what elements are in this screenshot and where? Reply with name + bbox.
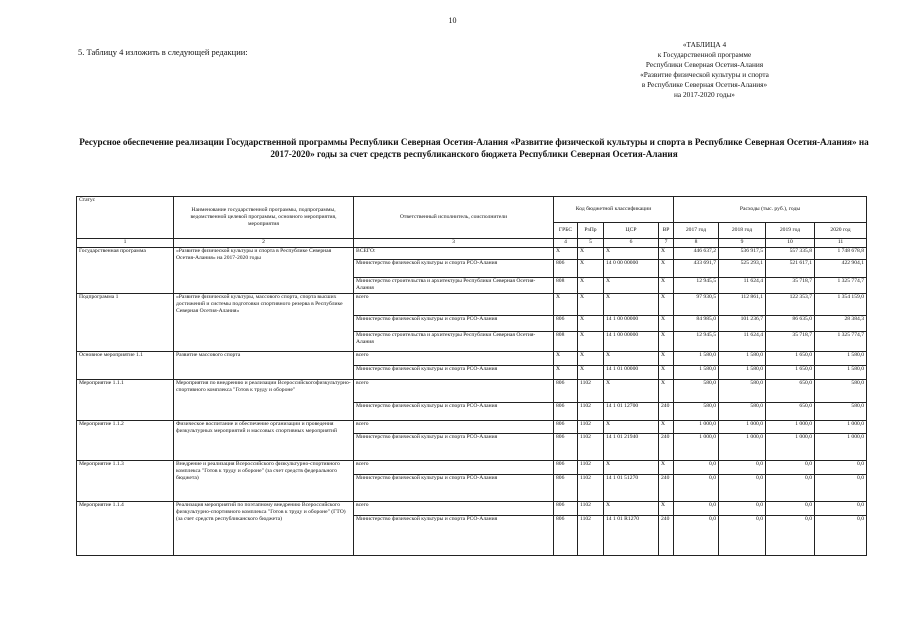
row-2018-amount: 580,0 bbox=[719, 380, 766, 403]
row-2019-amount: 0,0 bbox=[766, 461, 815, 475]
row-grbs: 806 bbox=[554, 434, 578, 461]
row-rzpr: X bbox=[578, 294, 604, 316]
row-name: «Развитие физической культуры и спорта в Республике Северная Осетия-Алания» на 2017-2020 годы bbox=[174, 248, 354, 294]
row-rzpr: 1102 bbox=[578, 434, 604, 461]
row-grbs: X bbox=[554, 294, 578, 316]
row-2017-amount: 1 000,0 bbox=[674, 434, 719, 461]
row-executor: Министерство физической культуры и спорта РСО-Алания bbox=[354, 366, 554, 380]
row-grbs: 806 bbox=[554, 502, 578, 516]
column-number: 11 bbox=[815, 239, 867, 248]
row-2017-amount: 1 580,0 bbox=[674, 366, 719, 380]
row-executor: всего bbox=[354, 421, 554, 434]
row-executor: Министерство строительства и архитектуры Республики Северная Осетия-Алания bbox=[354, 278, 554, 294]
row-rzpr: 1102 bbox=[578, 461, 604, 475]
row-vr: X bbox=[659, 502, 674, 516]
header-executor: Ответственный исполнитель, соисполнители bbox=[354, 197, 554, 239]
caption-line: «Развитие физической культуры и спорта bbox=[640, 69, 769, 79]
row-csr: 14 1 00 00000 bbox=[604, 332, 659, 352]
column-number: 7 bbox=[659, 239, 674, 248]
row-executor: Министерство физической культуры и спорта РСО-Алания bbox=[354, 316, 554, 332]
row-2018-amount: 0,0 bbox=[719, 475, 766, 502]
row-executor: Министерство физической культуры и спорта РСО-Алания bbox=[354, 260, 554, 278]
column-number-row bbox=[77, 239, 867, 248]
row-grbs: X bbox=[554, 248, 578, 260]
row-status: Мероприятие 1.1.2 bbox=[77, 421, 174, 461]
row-2018-amount: 101 236,7 bbox=[719, 316, 766, 332]
row-2020-amount: 1 000,0 bbox=[815, 421, 867, 434]
table-row bbox=[77, 248, 867, 260]
row-csr: X bbox=[604, 352, 659, 366]
row-name: Развитие массового спорта bbox=[174, 352, 354, 380]
row-2018-amount: 1 580,0 bbox=[719, 366, 766, 380]
row-csr: X bbox=[604, 421, 659, 434]
row-2020-amount: 0,0 bbox=[815, 502, 867, 516]
row-csr: X bbox=[604, 248, 659, 260]
row-grbs: 806 bbox=[554, 516, 578, 556]
row-2017-amount: 1 000,0 bbox=[674, 421, 719, 434]
row-csr: 14 1 01 21940 bbox=[604, 434, 659, 461]
row-2020-amount: 1 580,0 bbox=[815, 366, 867, 380]
row-csr: X bbox=[604, 278, 659, 294]
row-rzpr: 1102 bbox=[578, 421, 604, 434]
row-executor: всего bbox=[354, 502, 554, 516]
row-vr: X bbox=[659, 316, 674, 332]
column-number: 5 bbox=[578, 239, 604, 248]
row-2018-amount: 0,0 bbox=[719, 516, 766, 556]
row-vr: X bbox=[659, 380, 674, 403]
table-row bbox=[77, 461, 867, 475]
column-number: 9 bbox=[719, 239, 766, 248]
row-2018-amount: 0,0 bbox=[719, 502, 766, 516]
row-vr: X bbox=[659, 294, 674, 316]
row-2020-amount: 0,0 bbox=[815, 475, 867, 502]
row-2017-amount: 12 945,5 bbox=[674, 332, 719, 352]
row-csr: X bbox=[604, 502, 659, 516]
row-name: Реализация мероприятий по поэтапному внедрению Всероссийского физкультурно-спортивного комплекса "Готов к труду и обороне" (ГТО) (за счет средств республиканского бюджета) bbox=[174, 502, 354, 556]
row-grbs: 806 bbox=[554, 260, 578, 278]
row-status: Основное мероприятие 1.1 bbox=[77, 352, 174, 380]
caption-line: на 2017-2020 годы» bbox=[674, 89, 735, 99]
row-2018-amount: 11 624,4 bbox=[719, 332, 766, 352]
row-grbs: 808 bbox=[554, 278, 578, 294]
row-grbs: 806 bbox=[554, 316, 578, 332]
row-rzpr: X bbox=[578, 352, 604, 366]
header-code-grbs: ГРБС bbox=[554, 223, 578, 239]
table-row bbox=[77, 502, 867, 516]
header-year-2017: 2017 год bbox=[674, 223, 719, 239]
row-rzpr: X bbox=[578, 260, 604, 278]
row-2017-amount: 1 580,0 bbox=[674, 352, 719, 366]
row-2020-amount: 1 000,0 bbox=[815, 434, 867, 461]
caption-line: «ТАБЛИЦА 4 bbox=[682, 40, 727, 49]
row-2018-amount: 0,0 bbox=[719, 461, 766, 475]
row-vr: X bbox=[659, 461, 674, 475]
row-rzpr: 1102 bbox=[578, 516, 604, 556]
row-2018-amount: 1 000,0 bbox=[719, 434, 766, 461]
row-vr: X bbox=[659, 278, 674, 294]
row-2020-amount: 1 580,0 bbox=[815, 352, 867, 366]
row-2017-amount: 580,0 bbox=[674, 380, 719, 403]
header-code-vr: ВР bbox=[659, 223, 674, 239]
caption-line: Республики Северная Осетия-Алания bbox=[645, 59, 764, 69]
row-rzpr: 1102 bbox=[578, 475, 604, 502]
row-2019-amount: 0,0 bbox=[766, 475, 815, 502]
row-2018-amount: 11 624,4 bbox=[719, 278, 766, 294]
row-name: «Развитие физической культуры, массового спорта, спорта высших достижений и системы подготовки спортивного резерва в Республике Северная Осетия-Алания» bbox=[174, 294, 354, 352]
row-csr: 14 1 01 51270 bbox=[604, 475, 659, 502]
row-2018-amount: 536 917,5 bbox=[719, 248, 766, 260]
row-2019-amount: 35 718,7 bbox=[766, 278, 815, 294]
row-2020-amount: 0,0 bbox=[815, 516, 867, 556]
header-year-2018: 2018 год bbox=[719, 223, 766, 239]
row-grbs: 808 bbox=[554, 332, 578, 352]
row-2020-amount: 1 354 159,0 bbox=[815, 294, 867, 316]
header-expenses-group: Расходы (тыс. руб.), годы bbox=[674, 197, 867, 223]
row-vr: X bbox=[659, 248, 674, 260]
row-2019-amount: 1 650,0 bbox=[766, 352, 815, 366]
row-2019-amount: 1 650,0 bbox=[766, 366, 815, 380]
amendment-instruction: 5. Таблицу 4 изложить в следующей редакции: bbox=[78, 47, 248, 57]
row-grbs: 806 bbox=[554, 475, 578, 502]
row-grbs: 806 bbox=[554, 461, 578, 475]
page-number: 10 bbox=[448, 16, 457, 25]
row-2020-amount: 1 748 678,8 bbox=[815, 248, 867, 260]
row-2017-amount: 580,0 bbox=[674, 403, 719, 421]
row-2017-amount: 0,0 bbox=[674, 461, 719, 475]
row-rzpr: X bbox=[578, 278, 604, 294]
row-vr: X bbox=[659, 366, 674, 380]
row-2018-amount: 525 293,1 bbox=[719, 260, 766, 278]
row-csr: 14 0 00 00000 bbox=[604, 260, 659, 278]
row-executor: Министерство физической культуры и спорта РСО-Алания bbox=[354, 475, 554, 502]
header-name: Наименование государственной программы, подпрограммы, ведомственной целевой программы, основного мероприятия, мероприятия bbox=[174, 197, 354, 239]
row-2020-amount: 1 325 774,7 bbox=[815, 278, 867, 294]
row-2017-amount: 12 945,5 bbox=[674, 278, 719, 294]
header-year-2019: 2019 год bbox=[766, 223, 815, 239]
row-grbs: 806 bbox=[554, 421, 578, 434]
row-2017-amount: 0,0 bbox=[674, 502, 719, 516]
column-number: 6 bbox=[604, 239, 659, 248]
row-2018-amount: 580,0 bbox=[719, 403, 766, 421]
document-title: Ресурсное обеспечение реализации Государственной программы Республики Северная Осетия-Алания «Развитие физической культуры и спорта в Республике Северная Осетия-Алания» на 2017-2020» годы за счет средств республиканского бюджета Республики Северная Осетия-Алания bbox=[79, 137, 869, 159]
row-2019-amount: 521 617,1 bbox=[766, 260, 815, 278]
row-rzpr: X bbox=[578, 366, 604, 380]
row-vr: 240 bbox=[659, 403, 674, 421]
row-executor: Министерство физической культуры и спорта РСО-Алания bbox=[354, 516, 554, 556]
row-2020-amount: 28 384,3 bbox=[815, 316, 867, 332]
row-2020-amount: 0,0 bbox=[815, 461, 867, 475]
row-2017-amount: 446 637,2 bbox=[674, 248, 719, 260]
column-number: 3 bbox=[354, 239, 554, 248]
row-csr: X bbox=[604, 461, 659, 475]
row-2019-amount: 35 718,7 bbox=[766, 332, 815, 352]
column-number: 1 bbox=[77, 239, 174, 248]
table-row bbox=[77, 421, 867, 434]
row-vr: X bbox=[659, 260, 674, 278]
row-2019-amount: 122 353,7 bbox=[766, 294, 815, 316]
row-rzpr: 1102 bbox=[578, 502, 604, 516]
row-name: Физическое воспитание и обеспечение организации и проведения физкультурных мероприятий и массовых спортивных мероприятий bbox=[174, 421, 354, 461]
row-executor: Министерство строительства и архитектуры Республики Северная Осетия-Алания bbox=[354, 332, 554, 352]
column-number: 10 bbox=[766, 239, 815, 248]
row-2017-amount: 97 930,5 bbox=[674, 294, 719, 316]
row-name: Внедрение и реализация Всероссийского физкультурно-спортивного комплекса "Готов к труду и обороне" (за счет средств федерального бюджета) bbox=[174, 461, 354, 502]
column-number: 4 bbox=[554, 239, 578, 248]
header-codes-group: Код бюджетной классификации bbox=[554, 197, 674, 223]
row-2018-amount: 1 000,0 bbox=[719, 421, 766, 434]
row-2020-amount: 1 325 774,7 bbox=[815, 332, 867, 352]
row-rzpr: 1102 bbox=[578, 403, 604, 421]
row-executor: ВСЕГО: bbox=[354, 248, 554, 260]
row-rzpr: X bbox=[578, 248, 604, 260]
row-vr: 240 bbox=[659, 475, 674, 502]
row-rzpr: X bbox=[578, 316, 604, 332]
row-2020-amount: 580,0 bbox=[815, 403, 867, 421]
row-vr: X bbox=[659, 332, 674, 352]
row-vr: X bbox=[659, 421, 674, 434]
row-2019-amount: 0,0 bbox=[766, 502, 815, 516]
table-caption-block bbox=[592, 40, 817, 99]
column-number: 2 bbox=[174, 239, 354, 248]
header-status: Статус bbox=[77, 197, 174, 239]
caption-line: в Республике Северная Осетия-Алания» bbox=[641, 79, 768, 89]
row-2019-amount: 650,0 bbox=[766, 403, 815, 421]
row-status: Мероприятие 1.1.4 bbox=[77, 502, 174, 556]
row-csr: X bbox=[604, 380, 659, 403]
row-2020-amount: 580,0 bbox=[815, 380, 867, 403]
caption-line: к Государственной программе bbox=[657, 49, 752, 59]
row-executor: Министерство физической культуры и спорта РСО-Алания bbox=[354, 434, 554, 461]
table-row bbox=[77, 294, 867, 316]
row-2017-amount: 0,0 bbox=[674, 516, 719, 556]
row-2019-amount: 86 635,0 bbox=[766, 316, 815, 332]
row-2020-amount: 422 904,1 bbox=[815, 260, 867, 278]
row-vr: 240 bbox=[659, 434, 674, 461]
row-executor: всего bbox=[354, 294, 554, 316]
row-name: Мероприятия по внедрению и реализации Всероссийскогофизкультурно-спортивного комплекса "Готов к труду и обороне" bbox=[174, 380, 354, 421]
row-executor: всего bbox=[354, 352, 554, 366]
row-grbs: 806 bbox=[554, 380, 578, 403]
row-grbs: X bbox=[554, 352, 578, 366]
header-code-rzpr: РзПр bbox=[578, 223, 604, 239]
row-2019-amount: 1 000,0 bbox=[766, 434, 815, 461]
header-code-csr: ЦСР bbox=[604, 223, 659, 239]
column-number: 8 bbox=[674, 239, 719, 248]
row-grbs: 806 bbox=[554, 403, 578, 421]
row-status: Государственная программа bbox=[77, 248, 174, 294]
row-2018-amount: 1 580,0 bbox=[719, 352, 766, 366]
row-2017-amount: 0,0 bbox=[674, 475, 719, 502]
table-row bbox=[77, 352, 867, 366]
row-vr: X bbox=[659, 352, 674, 366]
row-rzpr: 1102 bbox=[578, 380, 604, 403]
row-csr: 14 1 01 00000 bbox=[604, 366, 659, 380]
row-csr: X bbox=[604, 294, 659, 316]
row-csr: 14 1 01 12700 bbox=[604, 403, 659, 421]
row-executor: всего bbox=[354, 380, 554, 403]
row-2018-amount: 112 861,1 bbox=[719, 294, 766, 316]
row-2019-amount: 557 335,8 bbox=[766, 248, 815, 260]
row-2019-amount: 1 000,0 bbox=[766, 421, 815, 434]
row-2017-amount: 433 691,7 bbox=[674, 260, 719, 278]
row-2017-amount: 84 985,0 bbox=[674, 316, 719, 332]
row-executor: всего bbox=[354, 461, 554, 475]
header-year-2020: 2020 год bbox=[815, 223, 867, 239]
row-csr: 14 1 01 R1270 bbox=[604, 516, 659, 556]
row-status: Подпрограмма 1 bbox=[77, 294, 174, 352]
row-csr: 14 1 00 00000 bbox=[604, 316, 659, 332]
table-body bbox=[77, 248, 867, 556]
row-2019-amount: 650,0 bbox=[766, 380, 815, 403]
resource-table bbox=[76, 196, 867, 556]
row-status: Мероприятие 1.1.3 bbox=[77, 461, 174, 502]
row-vr: 240 bbox=[659, 516, 674, 556]
row-2019-amount: 0,0 bbox=[766, 516, 815, 556]
row-rzpr: X bbox=[578, 332, 604, 352]
row-executor: Министерство физической культуры и спорта РСО-Алания bbox=[354, 403, 554, 421]
row-status: Мероприятие 1.1.1 bbox=[77, 380, 174, 421]
row-grbs: X bbox=[554, 366, 578, 380]
table-row bbox=[77, 380, 867, 403]
